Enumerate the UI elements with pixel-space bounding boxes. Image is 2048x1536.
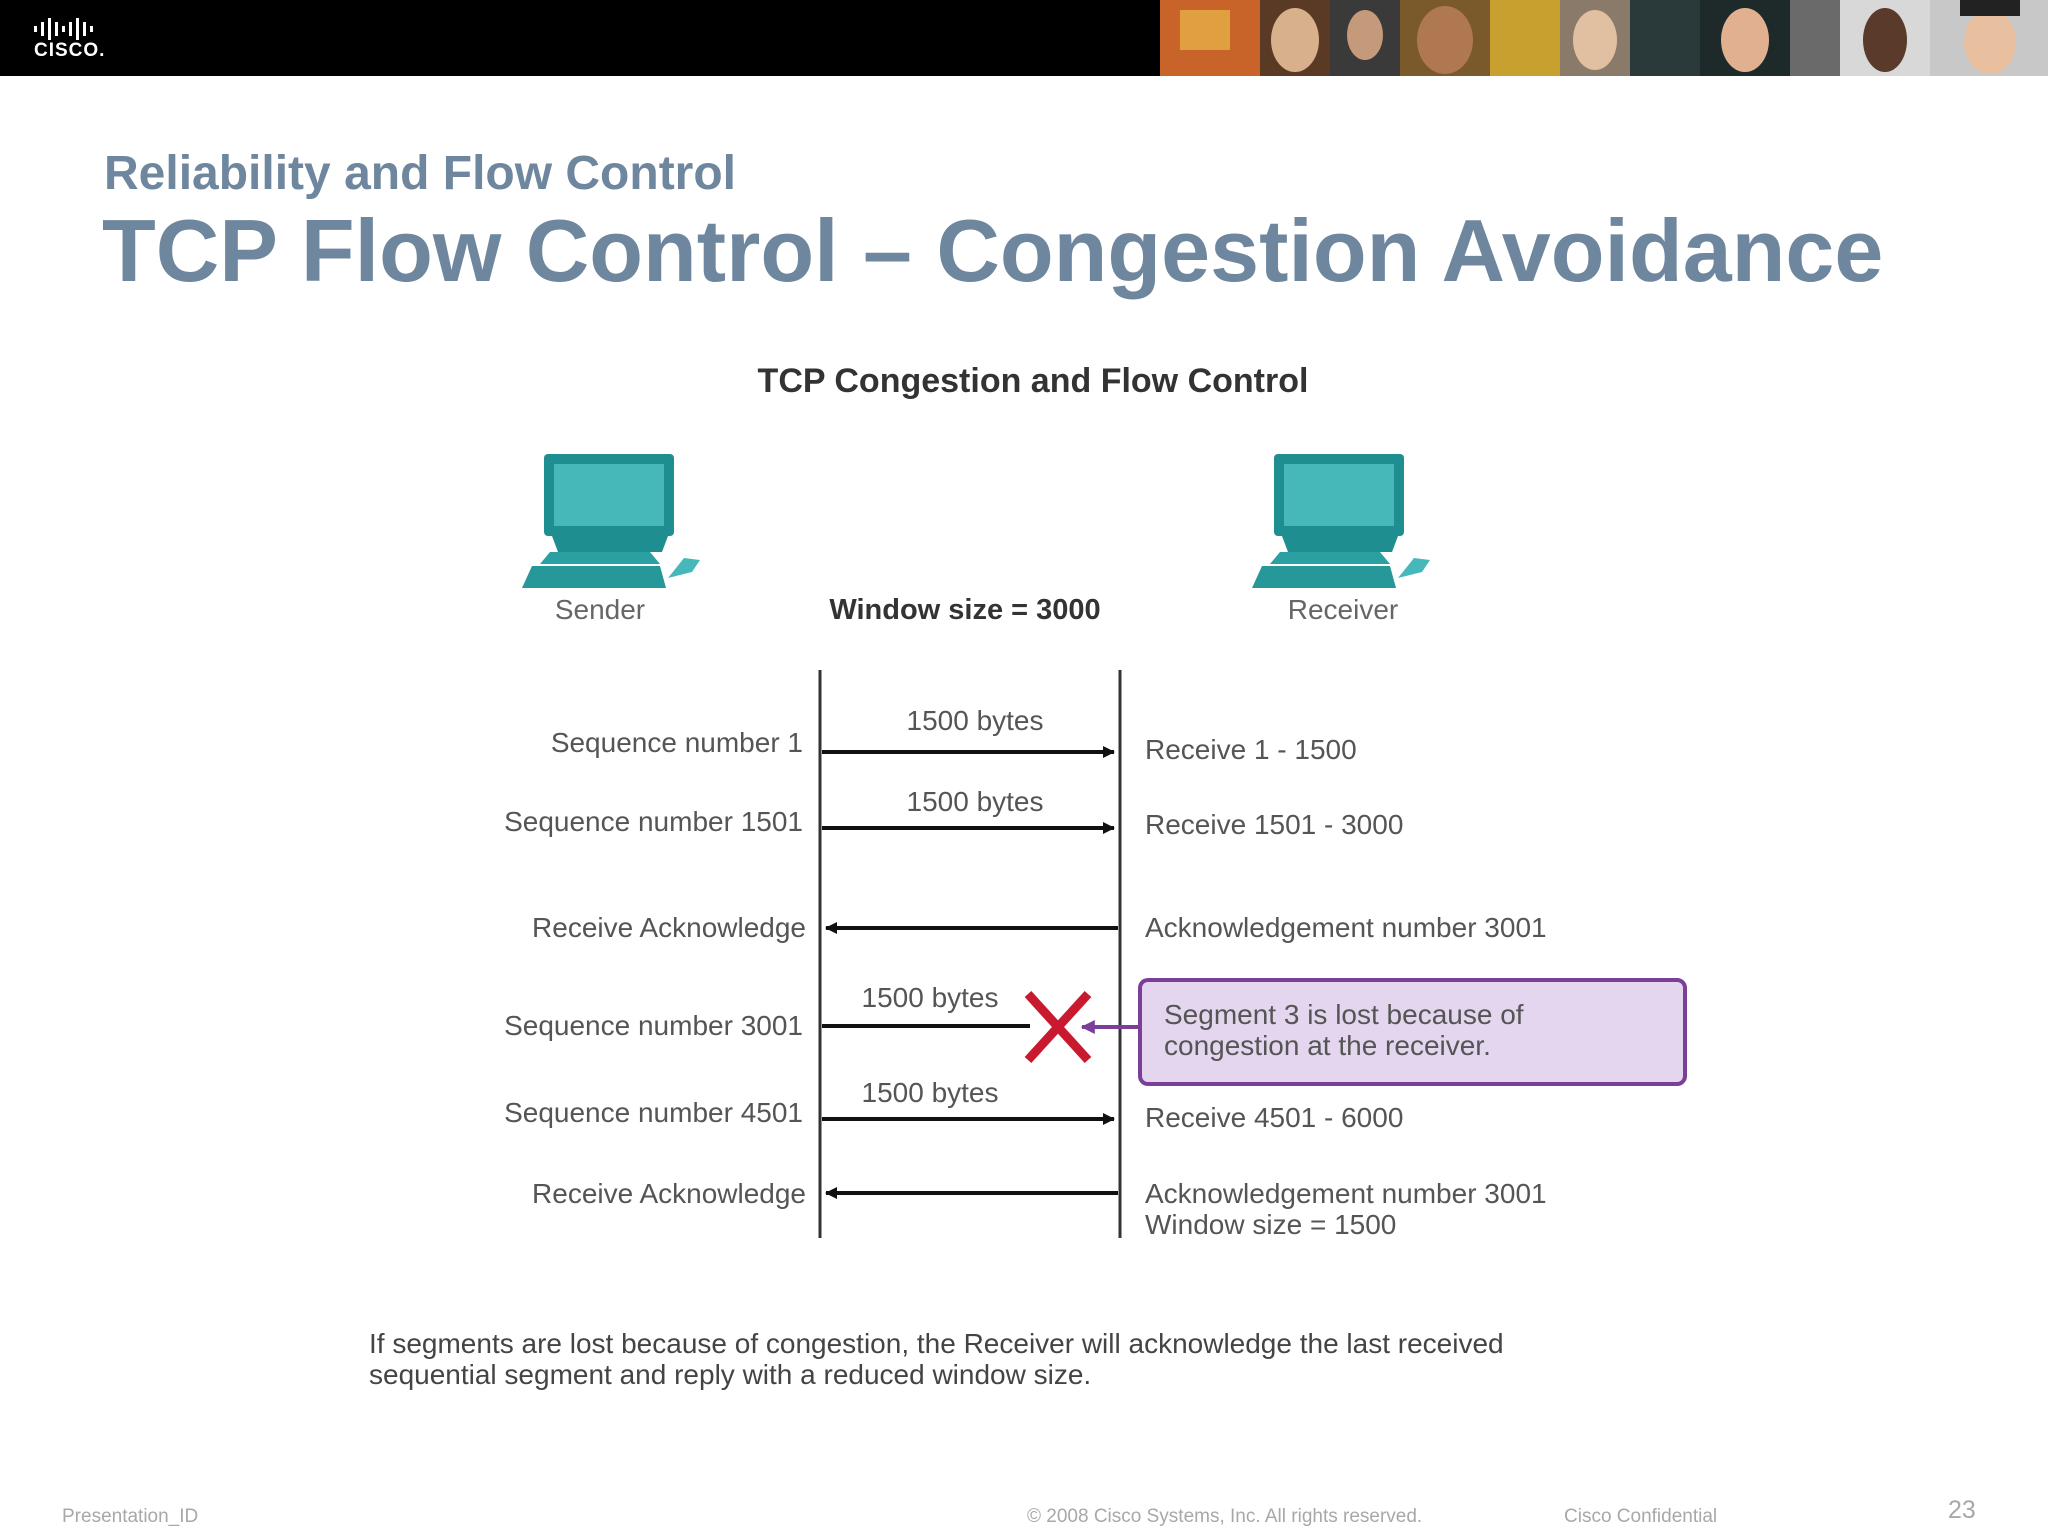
arrow-bytes-label: 1500 bytes xyxy=(861,1077,999,1108)
lost-segment-x-icon xyxy=(1028,994,1088,1060)
diagram-title: TCP Congestion and Flow Control xyxy=(757,362,1309,400)
receiver-row-label: Acknowledgement number 3001 xyxy=(1145,912,1547,943)
sender-row-label: Sequence number 4501 xyxy=(504,1097,803,1128)
slide-title: TCP Flow Control – Congestion Avoidance xyxy=(102,201,1884,300)
arrow-bytes-label: 1500 bytes xyxy=(906,705,1044,736)
sender-row-label: Sequence number 1501 xyxy=(504,806,803,837)
sender-computer-icon xyxy=(522,454,700,588)
receiver-row-label: Acknowledgement number 3001 xyxy=(1145,1178,1547,1209)
receiver-label: Receiver xyxy=(1287,594,1399,625)
callout-text-line2: congestion at the receiver. xyxy=(1164,1030,1491,1061)
footer-presentation-id: Presentation_ID xyxy=(62,1506,199,1527)
receiver-row-label: Receive 1 - 1500 xyxy=(1145,734,1357,765)
explanation-line1: If segments are lost because of congestion, the Receiver will acknowledge the last received xyxy=(369,1328,1504,1359)
arrow-bytes-label: 1500 bytes xyxy=(906,786,1044,817)
receiver-row-label: Receive 1501 - 3000 xyxy=(1145,809,1404,840)
arrow-bytes-label: 1500 bytes xyxy=(861,982,999,1013)
callout-text-line1: Segment 3 is lost because of xyxy=(1164,999,1524,1030)
receiver-computer-icon xyxy=(1252,454,1430,588)
sender-row-label: Sequence number 1 xyxy=(550,727,803,758)
explanation-line2: sequential segment and reply with a reduced window size. xyxy=(369,1359,1092,1390)
window-size-label: Window size = 3000 xyxy=(829,594,1101,626)
cisco-wordmark: CISCO. xyxy=(34,40,106,61)
footer-copyright: © 2008 Cisco Systems, Inc. All rights reserved. xyxy=(1027,1506,1423,1527)
receiver-row-label-2: Window size = 1500 xyxy=(1145,1209,1397,1240)
footer-confidential: Cisco Confidential xyxy=(1564,1506,1718,1527)
sender-label: Sender xyxy=(554,594,646,625)
receiver-row-label: Receive 4501 - 6000 xyxy=(1145,1102,1404,1133)
page-number: 23 xyxy=(1948,1496,1976,1524)
sender-row-label: Receive Acknowledge xyxy=(532,912,806,943)
sender-row-label: Sequence number 3001 xyxy=(504,1010,803,1041)
sender-row-label: Receive Acknowledge xyxy=(532,1178,806,1209)
slide-subtitle: Reliability and Flow Control xyxy=(104,147,737,200)
